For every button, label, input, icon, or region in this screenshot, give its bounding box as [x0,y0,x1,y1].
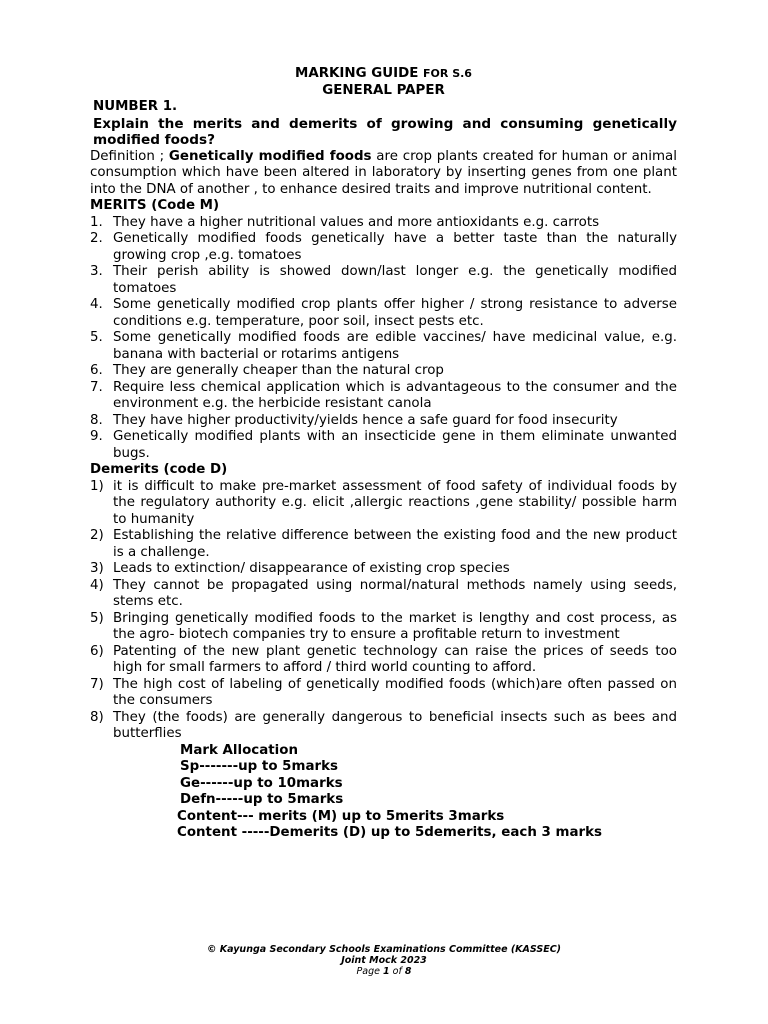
list-item [90,330,677,363]
title-class: FOR S.6 [423,67,472,80]
allocation-sp: Sp-------up to 5marks [180,759,338,774]
item-text: They cannot be propagated using normal/natural methods namely using seeds, stems etc. [113,577,677,609]
allocation-defn: Defn-----up to 5marks [180,792,344,807]
item-text: Some genetically modified crop plants offer higher / strong resistance to adverse conditions e.g. temperature, poor soil, insect pests etc. [113,297,677,329]
demerits-heading: Demerits (code D) [90,462,228,477]
item-number: 8) [90,709,104,725]
item-number: 2. [90,231,103,246]
list-item [90,611,677,644]
list-item [90,578,677,611]
list-item [90,413,677,430]
page-word: Page [356,966,380,977]
page-title [90,66,677,83]
item-text: it is difficult to make pre-market assessment of food safety of individual foods by the regulatory authority e.g. elicit ,allergic reactions ,gene stability/ possible harm to humanity [113,478,677,527]
item-text: They are generally cheaper than the natural crop [113,363,444,378]
item-text: Require less chemical application which is advantageous to the consumer and the environment e.g. the herbicide resistant canola [113,379,677,411]
item-number: 5) [90,610,104,626]
item-text: Their perish ability is showed down/last longer e.g. the genetically modified tomatoes [113,264,677,296]
item-number: 7. [90,379,103,395]
merits-list [90,215,677,463]
list-item [90,231,677,264]
item-number: 4) [90,577,104,593]
page-subtitle: GENERAL PAPER [322,82,445,98]
item-number: 9. [90,429,103,444]
page-current: 1 [382,966,390,977]
question-text: Explain the merits and demerits of growing and consuming genetically modified foods? [93,115,677,148]
title-main: MARKING GUIDE [295,66,419,81]
item-text: Some genetically modified foods are edible vaccines/ have medicinal value, e.g. banana with bacterial or rotarims antigens [113,330,677,362]
item-number: 2) [90,528,104,543]
item-number: 5. [90,330,103,345]
item-number: 1) [90,478,104,494]
demerits-list [90,479,677,743]
definition-text: are crop plants created for human or animal consumption which have been altered in laboratory by inserting genes from one plant into the DNA of another , to enhance desired traits and improve nutritional content. [90,148,677,197]
item-text: Patenting of the new plant genetic technology can raise the prices of seeds too high for small farmers to afford / third world counting to afford. [113,643,677,675]
allocation-ge: Ge------up to 10marks [180,775,343,791]
footer-mock: Joint Mock 2023 [341,955,427,966]
footer-committee: © Kayunga Secondary Schools Examinations Committee (KASSEC) [206,944,562,955]
item-text: Genetically modified plants with an insecticide gene in them eliminate unwanted bugs. [113,429,677,461]
definition-term: Genetically modified foods [168,148,372,164]
item-text: Genetically modified foods genetically have a better taste than the naturally growing crop ,e.g. tomatoes [113,231,677,263]
merits-heading: MERITS (Code M) [90,198,220,213]
page-total: 8 [404,966,412,977]
allocation-heading: Mark Allocation [180,742,298,758]
document-page [90,66,677,842]
allocation-content-merits: Content--- merits (M) up to 5merits 3marks [177,808,505,824]
list-item [90,479,677,529]
list-item [90,644,677,677]
list-item [90,264,677,297]
list-item [90,561,677,578]
list-item [90,215,677,232]
list-item [90,677,677,710]
item-text: The high cost of labeling of genetically modified foods (which)are often passed on the consumers [113,676,677,708]
item-text: Bringing genetically modified foods to the market is lengthy and cost process, as the agro- biotech companies try to ensure a profitable return to investment [113,610,677,642]
item-number: 6. [90,363,103,378]
item-number: 3) [90,561,104,576]
definition-paragraph [90,149,677,199]
list-item [90,297,677,330]
list-item [90,528,677,561]
item-number: 6) [90,643,104,659]
list-item [90,710,677,743]
allocation-content-demerits: Content -----Demerits (D) up to 5demerits, each 3 marks [177,825,602,840]
item-number: 3. [90,264,103,279]
item-number: 1. [90,214,103,230]
footer-page-number [0,966,768,977]
list-item [90,429,677,462]
of-word: of [392,966,402,977]
item-number: 4. [90,297,103,312]
list-item [90,363,677,380]
list-item [90,380,677,413]
item-number: 7) [90,676,104,692]
page-footer [0,944,768,977]
item-text: Establishing the relative difference between the existing food and the new product is a challenge. [113,528,677,560]
item-number: 8. [90,412,103,428]
definition-prefix: Definition ; [90,148,169,164]
item-text: Leads to extinction/ disappearance of existing crop species [113,561,510,576]
mark-allocation [177,742,677,842]
item-text: They have a higher nutritional values and more antioxidants e.g. carrots [113,214,600,230]
item-text: They (the foods) are generally dangerous to beneficial insects such as bees and butterflies [113,709,677,741]
question-number: NUMBER 1. [93,99,178,114]
item-text: They have higher productivity/yields hence a safe guard for food insecurity [113,412,618,428]
